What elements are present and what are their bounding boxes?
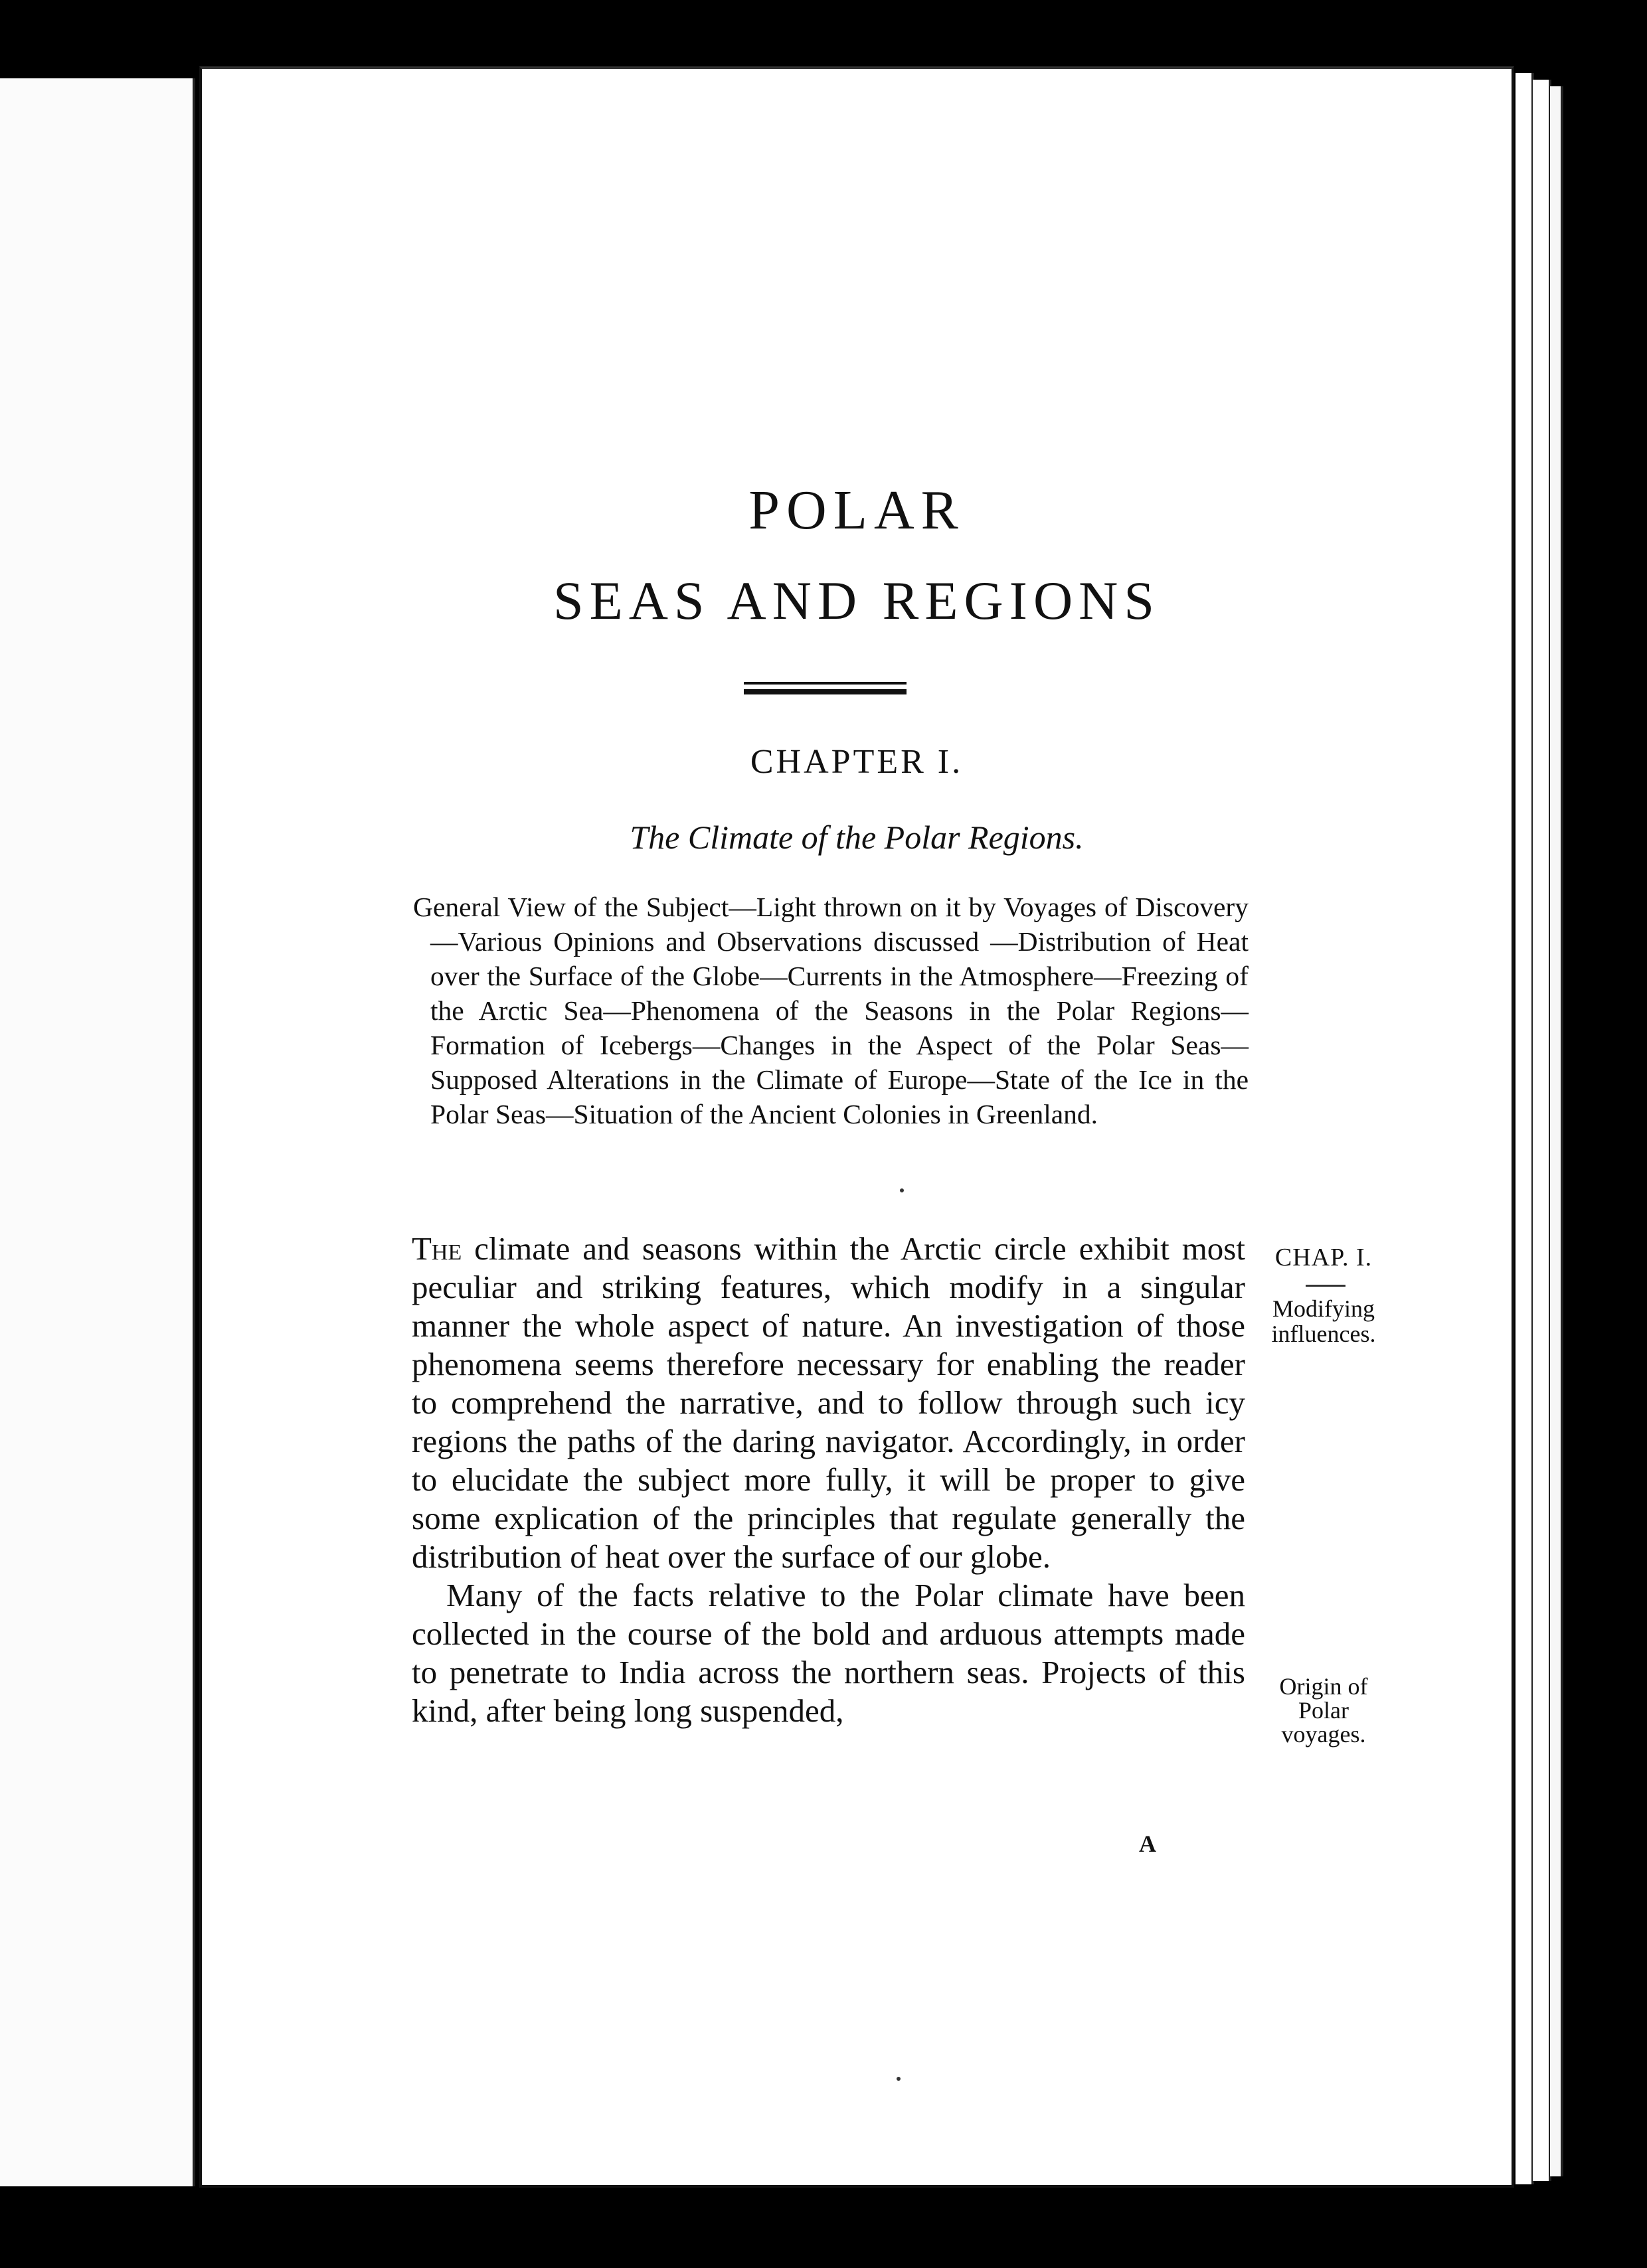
paragraph-2: Many of the facts relative to the Polar climate have been collected in the course of the bold and arduous attempts made to penetrate to India across the northern seas. Projects of this kind, after being long suspended, [412, 1577, 1245, 1729]
margin-note-line: influences. [1271, 1321, 1376, 1347]
margin-note-origin [1254, 1674, 1393, 1746]
facing-page [0, 78, 195, 2186]
page-edge [1533, 80, 1551, 2181]
title-rule-thick [744, 689, 907, 694]
ink-speck [900, 1188, 904, 1192]
paragraph-1-text: climate and seasons within the Arctic circle exhibit most peculiar and striking features, which modify in a singular manner the whole aspect of nature. An investigation of those phenomena seems therefore necessary for enabling the reader to comprehend the narrative, and to follow through such icy regions the paths of the daring navigator. Accordingly, in order to elucidate the subject more fully, it will be proper to give some explication of the principles that regulate generally the distribution of heat over the surface of our globe. [412, 1230, 1245, 1575]
body-text [412, 1230, 1245, 1730]
book-title-line2: SEAS AND REGIONS [553, 570, 1160, 631]
book-title-line1: POLAR [748, 479, 965, 541]
margin-chapter-label: CHAP. I. [1274, 1244, 1373, 1271]
chapter-heading: CHAPTER I. [750, 743, 964, 781]
margin-note-line: Polar [1298, 1697, 1349, 1724]
signature-mark: A [1139, 1830, 1156, 1857]
margin-note-line: voyages. [1281, 1721, 1366, 1747]
margin-note-line: Modifying [1272, 1295, 1375, 1322]
paragraph-1 [412, 1230, 1245, 1576]
page-edge [1516, 73, 1534, 2184]
chapter-subtitle: The Climate of the Polar Regions. [630, 819, 1084, 856]
margin-note-line: Origin of [1279, 1673, 1368, 1700]
margin-divider [1306, 1285, 1345, 1287]
margin-note-modifying [1254, 1296, 1393, 1346]
chapter-summary: General View of the Subject—Light thrown on it by Voyages of Discovery—Various Opinions and Observations discussed —Distribution of Heat over the Surface of the Globe—Currents in the Atmosphere—Freezing of the Arctic Sea—Phenomena of the Seasons in the Polar Regions—Formation of Icebergs—Changes in the Aspect of the Polar Seas—Supposed Alterations in the Climate of Europe—State of the Ice in the Polar Seas—Situation of the Ancient Colonies in Greenland. [413, 892, 1249, 1129]
ink-speck [897, 2077, 901, 2081]
paragraph-lead: The [412, 1230, 462, 1267]
title-rule-thin [744, 682, 907, 685]
page-edge [1550, 86, 1563, 2176]
